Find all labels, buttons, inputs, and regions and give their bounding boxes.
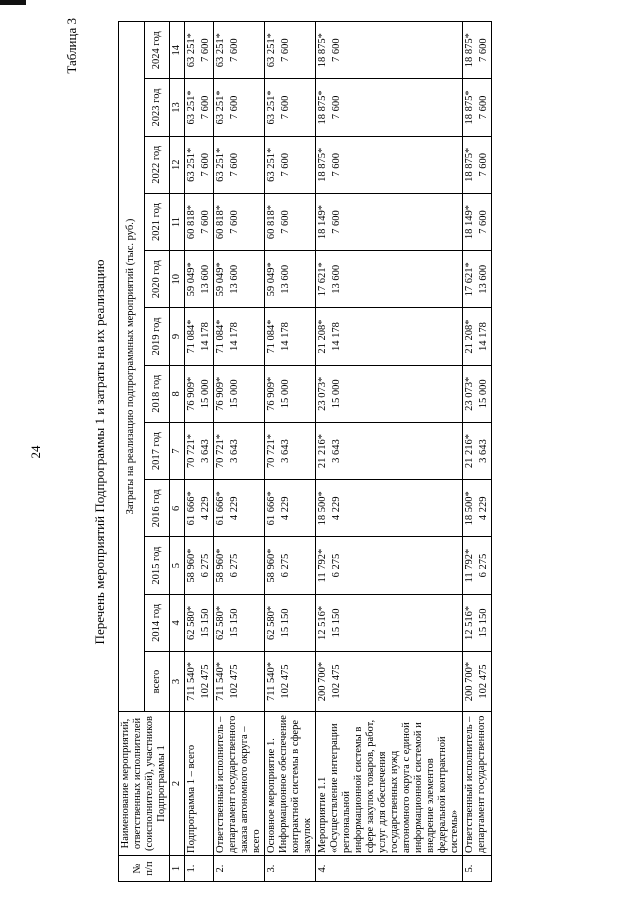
row-name: Ответственный исполнитель – департамент государственного (463, 712, 492, 856)
column-index: 2 (170, 712, 185, 856)
year-value-cell (265, 308, 316, 365)
year-value-primary: 76 909* (266, 376, 277, 411)
year-value-cell (265, 594, 316, 651)
year-value-primary: 71 084* (186, 319, 197, 354)
year-value-cell (265, 193, 316, 250)
year-value-primary: 63 251* (186, 90, 197, 125)
year-value-secondary: 7 600 (280, 152, 291, 177)
year-value-secondary: 3 643 (229, 439, 240, 463)
year-value-primary: 11 792* (464, 548, 475, 583)
year-value-secondary: 7 600 (229, 38, 240, 63)
year-value-primary: 18 875* (464, 90, 475, 125)
table-row (316, 22, 463, 882)
year-value-cell (185, 594, 214, 651)
year-value-secondary: 4 229 (331, 496, 342, 521)
year-value-cell (316, 365, 463, 422)
year-value-primary: 63 251* (186, 147, 197, 182)
year-value-secondary: 15 150 (200, 608, 211, 638)
year-value-secondary: 15 000 (200, 379, 211, 409)
year-value-primary: 21 208* (317, 319, 328, 354)
column-index: 7 (170, 422, 185, 479)
year-value-cell (265, 251, 316, 308)
year-value-secondary: 15 150 (280, 608, 291, 638)
header-name: Наименование мероприятий, ответственных исполнителей (соисполнителей), участников Подпрограммы 1 (119, 712, 170, 856)
year-value-primary: 17 621* (464, 262, 475, 297)
year-value-cell (265, 79, 316, 136)
year-value-cell (214, 594, 265, 651)
year-value-secondary: 7 600 (331, 38, 342, 63)
total-cell (463, 652, 492, 712)
year-value-secondary: 6 275 (229, 553, 240, 578)
year-value-cell (463, 251, 492, 308)
year-value-secondary: 7 600 (331, 95, 342, 120)
header-year: 2018 год (144, 365, 170, 422)
year-value-primary: 60 818* (186, 204, 197, 240)
total-cell (185, 652, 214, 712)
row-name: Основное мероприятие 1. Информационное обеспечение контрактной системы в сфере закупок (265, 712, 316, 856)
year-value-secondary: 14 178 (200, 322, 211, 351)
header-year: 2020 год (144, 251, 170, 308)
total-primary: 200 700* (464, 661, 475, 702)
total-primary: 200 700* (317, 661, 328, 702)
year-value-cell (185, 308, 214, 365)
year-value-cell (316, 422, 463, 479)
header-year: 2019 год (144, 308, 170, 365)
year-value-cell (316, 308, 463, 365)
year-value-secondary: 13 600 (280, 264, 291, 294)
year-value-primary: 61 666* (215, 491, 226, 526)
year-value-primary: 62 580* (215, 605, 226, 640)
year-value-primary: 18 500* (464, 491, 475, 526)
year-value-primary: 18 149* (317, 204, 328, 240)
year-value-secondary: 7 600 (478, 95, 489, 120)
year-value-secondary: 7 600 (478, 38, 489, 63)
year-value-secondary: 7 600 (200, 210, 211, 234)
year-value-cell (463, 365, 492, 422)
year-value-cell (316, 594, 463, 651)
year-value-cell (265, 422, 316, 479)
row-name: Мероприятие 1.1 «Осуществление интеграции региональной информационной системы в сфере закупок товаров, работ, услуг для обеспечения государственных нужд автономного округа с единой информационной системой и внедрение элементов федеральной контрактной системы» (316, 712, 463, 856)
year-value-secondary: 3 643 (280, 439, 291, 463)
year-value-primary: 63 251* (266, 33, 277, 68)
row-number: 1. (185, 856, 214, 882)
year-value-cell (214, 79, 265, 136)
year-value-cell (185, 193, 214, 250)
year-value-secondary: 3 643 (331, 439, 342, 463)
total-cell (316, 652, 463, 712)
header-year: 2021 год (144, 193, 170, 250)
year-value-primary: 63 251* (215, 90, 226, 125)
year-value-secondary: 7 600 (331, 210, 342, 234)
year-value-primary: 12 516* (317, 605, 328, 640)
year-value-cell (185, 79, 214, 136)
year-value-primary: 70 721* (266, 434, 277, 469)
total-secondary: 102 475 (200, 664, 211, 699)
total-primary: 711 540* (266, 662, 277, 701)
year-value-secondary: 13 600 (478, 264, 489, 294)
total-cell (265, 652, 316, 712)
year-value-primary: 18 500* (317, 491, 328, 526)
year-value-primary: 70 721* (186, 434, 197, 469)
year-value-secondary: 3 643 (478, 439, 489, 463)
year-value-cell (265, 480, 316, 537)
year-value-cell (185, 22, 214, 79)
scan-corner-mark (0, 0, 26, 5)
year-value-cell (185, 537, 214, 594)
year-value-secondary: 7 600 (331, 152, 342, 177)
year-value-cell (185, 365, 214, 422)
year-value-primary: 58 960* (266, 548, 277, 583)
year-value-cell (185, 136, 214, 193)
year-value-secondary: 15 000 (331, 379, 342, 409)
year-value-cell (463, 594, 492, 651)
table-row (265, 22, 316, 882)
year-value-primary: 63 251* (266, 90, 277, 125)
header-costs: Затраты на реализацию подпрограммных мероприятий (тыс. руб.) (119, 22, 145, 712)
header-year: 2023 год (144, 79, 170, 136)
year-value-primary: 21 216* (317, 434, 328, 469)
year-value-primary: 58 960* (186, 548, 197, 583)
year-value-primary: 21 216* (464, 434, 475, 469)
year-value-secondary: 7 600 (280, 95, 291, 120)
year-value-primary: 60 818* (215, 204, 226, 240)
year-value-secondary: 7 600 (280, 210, 291, 234)
column-index: 3 (170, 652, 185, 712)
year-value-secondary: 13 600 (331, 264, 342, 294)
column-index: 1 (170, 856, 185, 882)
header-year: 2022 год (144, 136, 170, 193)
year-value-cell (185, 422, 214, 479)
total-primary: 711 540* (186, 662, 197, 701)
header-num: № п/п (119, 856, 170, 882)
column-index: 14 (170, 22, 185, 79)
year-value-primary: 12 516* (464, 605, 475, 640)
year-value-primary: 63 251* (186, 33, 197, 68)
row-number: 4. (316, 856, 463, 882)
column-index: 9 (170, 308, 185, 365)
year-value-secondary: 15 150 (478, 608, 489, 638)
year-value-primary: 18 875* (464, 147, 475, 182)
year-value-cell (463, 136, 492, 193)
year-value-cell (265, 365, 316, 422)
year-value-cell (463, 480, 492, 537)
year-value-primary: 18 875* (317, 90, 328, 125)
year-value-secondary: 4 229 (280, 496, 291, 521)
year-value-secondary: 7 600 (200, 95, 211, 120)
year-value-secondary: 3 643 (200, 439, 211, 463)
column-index: 8 (170, 365, 185, 422)
year-value-primary: 62 580* (266, 605, 277, 640)
year-value-primary: 70 721* (215, 434, 226, 469)
rotated-page (20, 12, 620, 892)
year-value-cell (185, 251, 214, 308)
year-value-primary: 18 875* (464, 33, 475, 68)
row-name: Подпрограмма 1 – всего (185, 712, 214, 856)
year-value-cell (214, 308, 265, 365)
year-value-cell (214, 422, 265, 479)
table-row (463, 22, 492, 882)
year-value-secondary: 6 275 (200, 553, 211, 578)
year-value-secondary: 7 600 (200, 38, 211, 63)
row-name: Ответственный исполнитель – департамент государственного заказа автономного округа – всего (214, 712, 265, 856)
year-value-cell (316, 193, 463, 250)
year-value-secondary: 6 275 (280, 553, 291, 578)
year-value-secondary: 7 600 (200, 152, 211, 177)
year-value-cell (214, 22, 265, 79)
row-number: 3. (265, 856, 316, 882)
total-cell (214, 652, 265, 712)
year-value-primary: 23 073* (464, 376, 475, 411)
column-index: 6 (170, 480, 185, 537)
total-secondary: 102 475 (280, 664, 291, 699)
header-year: 2024 год (144, 22, 170, 79)
year-value-cell (214, 251, 265, 308)
year-value-primary: 17 621* (317, 262, 328, 297)
table-title: Перечень мероприятий Подпрограммы 1 и затраты на их реализацию (92, 259, 107, 645)
year-value-primary: 59 049* (266, 262, 277, 297)
year-value-secondary: 4 229 (478, 496, 489, 521)
table-row (185, 22, 214, 882)
year-value-primary: 18 149* (464, 204, 475, 240)
year-value-secondary: 14 178 (478, 322, 489, 351)
year-value-cell (463, 193, 492, 250)
column-index: 11 (170, 193, 185, 250)
year-value-primary: 62 580* (186, 605, 197, 640)
total-secondary: 102 475 (478, 664, 489, 699)
year-value-cell (463, 22, 492, 79)
row-number: 2. (214, 856, 265, 882)
year-value-cell (316, 251, 463, 308)
year-value-secondary: 7 600 (229, 210, 240, 234)
year-value-primary: 76 909* (215, 376, 226, 411)
year-value-cell (316, 537, 463, 594)
year-value-primary: 58 960* (215, 548, 226, 583)
year-value-cell (214, 136, 265, 193)
year-value-secondary: 4 229 (229, 496, 240, 521)
year-value-primary: 71 084* (266, 319, 277, 354)
year-value-secondary: 7 600 (280, 38, 291, 63)
year-value-cell (463, 422, 492, 479)
year-value-secondary: 14 178 (229, 322, 240, 351)
column-index: 12 (170, 136, 185, 193)
year-value-primary: 21 208* (464, 319, 475, 354)
year-value-secondary: 15 150 (229, 608, 240, 638)
column-index: 5 (170, 537, 185, 594)
year-value-secondary: 7 600 (229, 152, 240, 177)
year-value-cell (214, 193, 265, 250)
year-value-primary: 61 666* (186, 491, 197, 526)
row-number: 5. (463, 856, 492, 882)
table-row (214, 22, 265, 882)
year-value-primary: 71 084* (215, 319, 226, 354)
total-primary: 711 540* (215, 662, 226, 701)
year-value-secondary: 6 275 (331, 553, 342, 578)
header-year: 2015 год (144, 537, 170, 594)
column-index: 13 (170, 79, 185, 136)
year-value-secondary: 7 600 (229, 95, 240, 120)
year-value-cell (214, 365, 265, 422)
header-year: 2014 год (144, 594, 170, 651)
year-value-primary: 61 666* (266, 491, 277, 526)
year-value-secondary: 13 600 (229, 264, 240, 294)
header-year: 2016 год (144, 480, 170, 537)
total-secondary: 102 475 (331, 664, 342, 699)
year-value-secondary: 7 600 (478, 210, 489, 234)
year-value-primary: 76 909* (186, 376, 197, 411)
total-secondary: 102 475 (229, 664, 240, 699)
year-value-primary: 23 073* (317, 376, 328, 411)
year-value-primary: 18 875* (317, 33, 328, 68)
year-value-secondary: 6 275 (478, 553, 489, 578)
header-year: 2017 год (144, 422, 170, 479)
year-value-secondary: 7 600 (478, 152, 489, 177)
year-value-cell (316, 79, 463, 136)
table-number: Таблица 3 (64, 18, 79, 74)
year-value-primary: 63 251* (215, 147, 226, 182)
year-value-secondary: 4 229 (200, 496, 211, 521)
year-value-primary: 63 251* (266, 147, 277, 182)
year-value-primary: 60 818* (266, 204, 277, 240)
page-number: 24 (28, 445, 43, 459)
year-value-cell (214, 537, 265, 594)
year-value-secondary: 15 000 (280, 379, 291, 409)
year-value-cell (463, 537, 492, 594)
year-value-primary: 59 049* (215, 262, 226, 297)
year-value-secondary: 15 000 (478, 379, 489, 409)
year-value-cell (265, 136, 316, 193)
year-value-cell (316, 136, 463, 193)
column-index: 10 (170, 251, 185, 308)
year-value-secondary: 14 178 (331, 322, 342, 351)
year-value-cell (185, 480, 214, 537)
year-value-primary: 18 875* (317, 147, 328, 182)
year-value-secondary: 15 150 (331, 608, 342, 638)
year-value-cell (463, 79, 492, 136)
expenses-table (118, 21, 492, 882)
column-index: 4 (170, 594, 185, 651)
year-value-primary: 63 251* (215, 33, 226, 68)
year-value-primary: 11 792* (317, 548, 328, 583)
year-value-secondary: 13 600 (200, 264, 211, 294)
year-value-cell (214, 480, 265, 537)
header-total: всего (144, 652, 170, 712)
year-value-secondary: 15 000 (229, 379, 240, 409)
year-value-cell (316, 480, 463, 537)
year-value-cell (463, 308, 492, 365)
year-value-primary: 59 049* (186, 262, 197, 297)
year-value-cell (316, 22, 463, 79)
year-value-secondary: 14 178 (280, 322, 291, 351)
year-value-cell (265, 22, 316, 79)
year-value-cell (265, 537, 316, 594)
